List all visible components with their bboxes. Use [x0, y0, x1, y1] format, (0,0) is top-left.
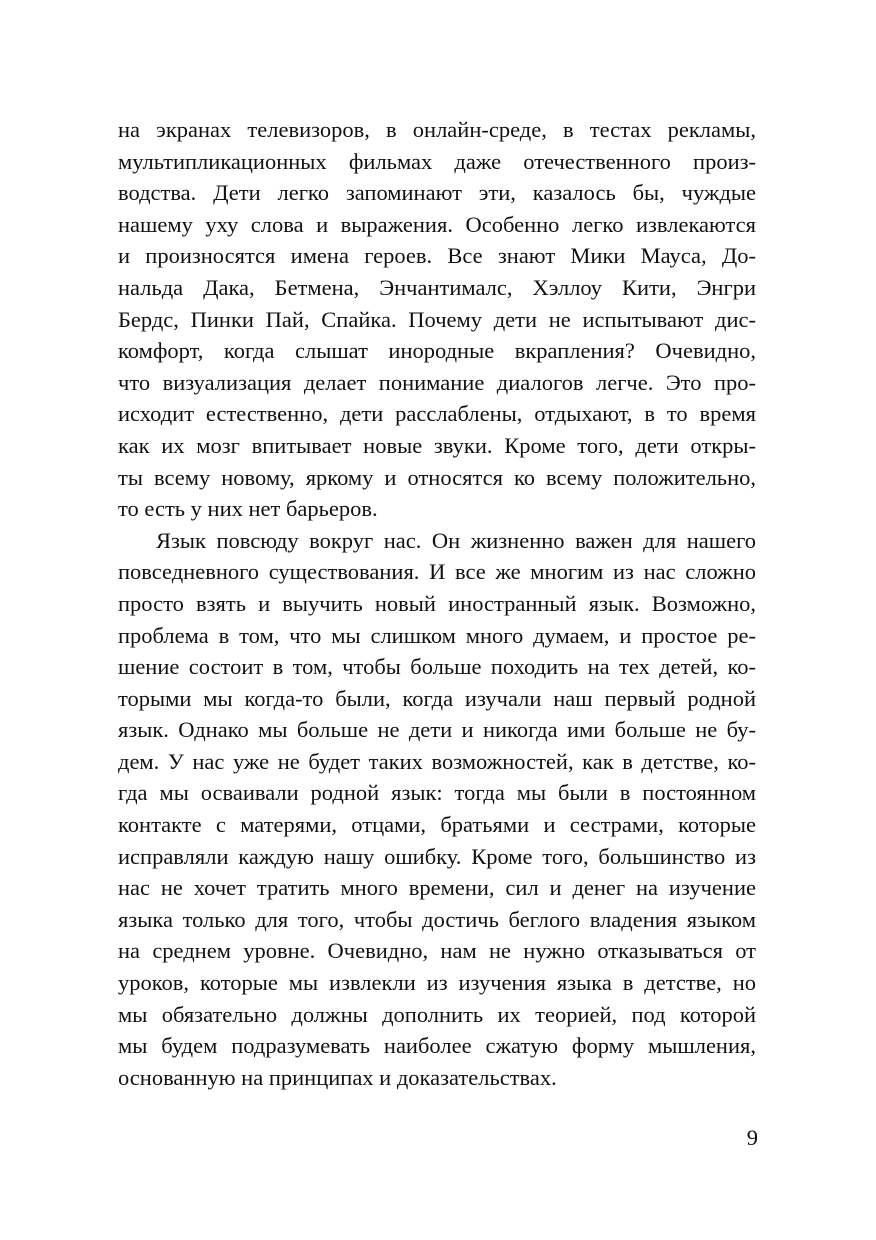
text-line: ты всему новому, яркому и относятся ко всему положительно,	[118, 464, 756, 490]
text-line: нальда Дака, Бетмена, Энчантималс, Хэллоу Кити, Энгри	[118, 274, 756, 300]
text-line: проблема в том, что мы слишком много думаем, и простое ре-	[118, 622, 756, 648]
text-line: Бердс, Пинки Пай, Спайка. Почему дети не испытывают дис-	[118, 306, 756, 332]
text-line: что визуализация делает понимание диалогов легче. Это про-	[118, 369, 756, 395]
text-line: нас не хочет тратить много времени, сил и денег на изучение	[118, 875, 756, 901]
text-line: повседневного существования. И все же многим из нас сложно	[118, 559, 756, 585]
text-line: торыми мы когда-то были, когда изучали наш первый родной	[118, 685, 756, 711]
paragraph-2	[118, 525, 756, 1094]
text-line: контакте с матерями, отцами, братьями и сестрами, которые	[118, 812, 756, 838]
text-line: мы обязательно должны дополнить их теорией, под которой	[118, 1001, 756, 1027]
text-line: дем. У нас уже не будет таких возможностей, как в детстве, ко-	[118, 748, 756, 774]
text-line: исходит естественно, дети расслаблены, отдыхают, в то время	[118, 401, 756, 427]
text-line: как их мозг впитывает новые звуки. Кроме того, дети откры-	[118, 432, 756, 458]
text-line: мы будем подразумевать наиболее сжатую форму мышления,	[118, 1033, 756, 1059]
text-line: уроков, которые мы извлекли из изучения языка в детстве, но	[118, 970, 756, 996]
text-line: шение состоит в том, чтобы больше походить на тех детей, ко-	[118, 654, 756, 680]
text-line: водства. Дети легко запоминают эти, казалось бы, чуждые	[118, 180, 756, 206]
paragraph-1	[118, 114, 756, 525]
text-line: то есть у них нет барьеров.	[118, 496, 378, 522]
text-line: Язык повсюду вокруг нас. Он жизненно важен для нашего	[156, 527, 756, 553]
text-line: на среднем уровне. Очевидно, нам не нужно отказываться от	[118, 938, 756, 964]
text-line: просто взять и выучить новый иностранный язык. Возможно,	[118, 590, 756, 616]
text-line: язык. Однако мы больше не дети и никогда ими больше не бу-	[118, 717, 756, 743]
text-line: нашему уху слова и выражения. Особенно легко извлекаются	[118, 211, 756, 237]
text-line: исправляли каждую нашу ошибку. Кроме того, большинство из	[118, 843, 756, 869]
text-line: на экранах телевизоров, в онлайн-среде, в тестах рекламы,	[118, 117, 756, 142]
page-number: 9	[746, 1125, 758, 1150]
text-line: и произносятся имена героев. Все знают Мики Мауса, До-	[118, 243, 756, 269]
text-line: комфорт, когда слышат инородные вкрапления? Очевидно,	[118, 338, 756, 364]
text-line: гда мы осваивали родной язык: тогда мы были в постоянном	[118, 780, 756, 806]
text-line: основанную на принципах и доказательствах.	[118, 1064, 557, 1090]
text-line: языка только для того, чтобы достичь беглого владения языком	[118, 906, 756, 932]
body-text	[118, 114, 756, 1093]
text-line: мультипликационных фильмах даже отечественного произ-	[118, 148, 756, 174]
